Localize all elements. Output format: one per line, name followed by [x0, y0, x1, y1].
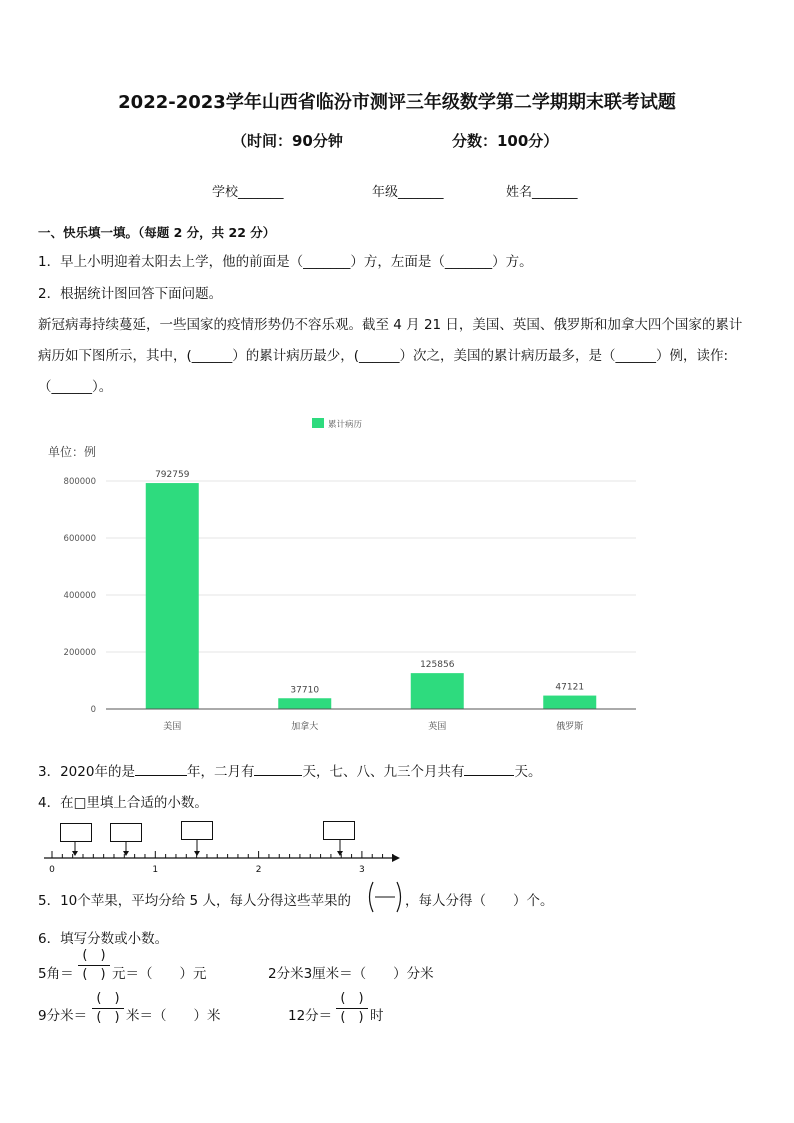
number-line-label: 2 [255, 865, 262, 875]
q3-text-d: 天。 [514, 764, 542, 780]
grade-field: 年级_______ [372, 185, 444, 200]
q6-fraction-2[interactable] [92, 991, 124, 1026]
legend-label: 累计病历 [328, 420, 363, 430]
q6-row1-text-c: 2分米3厘米＝（ ）分米 [268, 966, 434, 982]
question-6-heading: 6．填写分数或小数。 [38, 931, 169, 947]
y-tick-label: 200000 [63, 648, 96, 658]
y-tick-label: 0 [90, 705, 96, 715]
question-2-paragraph-1: 新冠病毒持续蔓延，一些国家的疫情形势仍不容乐观。截至 4 月 21 日，美国、英国、俄罗斯和加拿大四个国家的累计 [38, 317, 743, 333]
question-2-paragraph-2: 病历如下图所示，其中，(______）的累计病历最少，(______）次之，美国的累计病历最多，是（______）例，读作: [38, 348, 729, 364]
q6-row2-text-c: 12分＝ [288, 1008, 333, 1024]
exam-time: （时间：90分钟 [232, 132, 343, 150]
x-category-label: 美国 [163, 722, 182, 732]
unit-label: 单位：例 [48, 445, 97, 459]
q3-text-b: 年，二月有 [186, 764, 255, 780]
q6-fraction-3[interactable] [336, 991, 368, 1026]
question-5-text-a: 5．10个苹果，平均分给 5 人，每人分得这些苹果的 [38, 893, 351, 909]
question-2-heading: 2．根据统计图回答下面问题。 [38, 286, 223, 302]
fraction-1-denominator: ( ) [82, 967, 106, 982]
number-line-label: 0 [49, 865, 55, 875]
bar [411, 673, 464, 709]
name-field: 姓名_______ [506, 185, 578, 200]
question-5-text-b: ，每人分得（ ）个。 [405, 893, 554, 909]
bar [146, 483, 199, 709]
bar-data-label: 37710 [290, 685, 320, 696]
x-category-label: 英国 [428, 722, 447, 732]
y-tick-label: 800000 [63, 477, 96, 487]
q3-text-c: 天，七、八、九三个月共有 [302, 764, 465, 780]
q6-fraction-1[interactable] [78, 948, 110, 983]
bar-data-label: 47121 [555, 682, 585, 693]
q6-row2-text-b: 米＝（ ）米 [126, 1008, 221, 1024]
pointer-4-arrow-icon [337, 851, 343, 856]
q3-blank-february[interactable] [254, 762, 302, 776]
y-tick-label: 600000 [63, 534, 96, 544]
fraction-3-denominator: ( ) [340, 1010, 364, 1025]
q6-row1-text-a: 5角＝ [38, 966, 74, 982]
fraction-2-numerator: ( ) [96, 991, 120, 1006]
q5-fraction-blank[interactable] [364, 880, 406, 914]
bar-data-label: 792759 [155, 470, 190, 481]
exam-score: 分数：100分） [452, 132, 559, 150]
question-2-paragraph-3: （______）。 [38, 379, 113, 395]
q6-row2-text-d: 时 [370, 1008, 384, 1024]
fraction-3-numerator: ( ) [340, 991, 364, 1006]
fraction-1-bar [78, 965, 110, 966]
bar-data-label: 125856 [420, 660, 455, 671]
q6-row1-text-b: 元＝（ ）元 [112, 966, 207, 982]
number-line [0, 838, 420, 878]
pointer-3-arrow-icon [194, 851, 200, 856]
page-title: 2022-2023学年山西省临汾市测评三年级数学第二学期期末联考试题 [118, 92, 676, 113]
x-category-label: 加拿大 [291, 722, 319, 732]
number-line-label: 3 [359, 865, 365, 875]
number-line-label: 1 [152, 865, 159, 875]
q6-row2-text-a: 9分米＝ [38, 1008, 88, 1024]
fraction-3-bar [336, 1008, 368, 1009]
legend-swatch [312, 418, 324, 428]
question-1: 1．早上小明迎着太阳去上学，他的前面是（_______）方，左面是（_______）方。 [38, 254, 533, 270]
y-tick-label: 400000 [63, 591, 96, 601]
section-1-heading: 一、快乐填一填。（每题 2 分，共 22 分） [38, 225, 276, 240]
bar [543, 696, 596, 709]
case-count-chart [0, 405, 794, 740]
question-3 [38, 760, 541, 780]
fraction-2-bar [92, 1008, 124, 1009]
right-paren-icon [397, 882, 401, 912]
x-category-label: 俄罗斯 [556, 722, 584, 732]
fraction-2-denominator: ( ) [96, 1010, 120, 1025]
bar [278, 698, 331, 709]
question-4: 4．在□里填上合适的小数。 [38, 795, 208, 811]
q3-blank-days[interactable] [464, 762, 514, 776]
fraction-1-numerator: ( ) [82, 948, 106, 963]
left-paren-icon [370, 882, 374, 912]
school-field: 学校_______ [212, 185, 284, 200]
q3-blank-year[interactable] [135, 762, 187, 776]
q3-text-a: 3．2020年的是 [38, 764, 135, 780]
